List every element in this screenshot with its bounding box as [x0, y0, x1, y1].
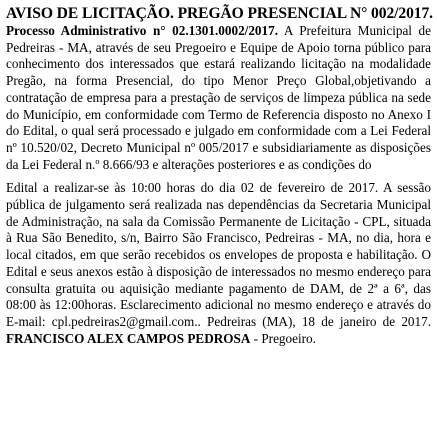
signer-name: FRANCISCO ALEX CAMPOS PEDROSA: [6, 330, 251, 346]
notice-paragraph-2: [6, 180, 431, 347]
notice-body-1: A Prefeitura Municipal de Pedreiras - MA, através de seu Pregoeiro e Equipe de Apoio torna público para conhecimento dos interessados que estará realizando licitação na modalidade Pregão, na forma Presencial, do tipo Menor Preço Global,objetivando a contratação de empresa para a prestação de serviços de limpeza pública na sede do Município, em conformidade com Termo de Referencia disposto no Anexo I do Edital, o qual será processado e julgado em conformidade com a Lei Federal nº 10.520/02, Decreto Municipal nº 005/2017 e subsidiariamente as disposições da Lei Federal n.º 8.666/93 e alterações posteriores e as condições do: [6, 23, 431, 172]
notice-heading: AVISO DE LICITAÇÃO. PREGÃO PRESENCIAL N° 002/2017.: [6, 5, 433, 22]
licitacao-notice: [6, 4, 431, 347]
notice-paragraph-1: [6, 23, 431, 173]
signer-role: - Pregoeiro.: [250, 330, 316, 346]
notice-body-2: Edital a realizar-se às 10:00 horas do dia 02 de fevereiro de 2017. A sessão pública de julgamento será realizada nas dependências da Secretaria Municipal de Administração, na sala da Comissão Permanente de Licitação - CPL, situada à Rua São Benedito, s/n, Bairro São Francisco, Pedreiras - MA, no dia, hora e local citados, em que serão recebidos os envelopes de proposta e habilitação. O Edital e seus anexos estão à disposição de interessados no mesmo endereço para consulta gratuita ou aquisição mediante pagamento de DAM, de 2ª a 6ª, das 08:00 às 12:00horas. Esclarecimento adicional no mesmo endereço e através do E-mail: cpl.pedreiras2@gmail.com.. Pedreiras (MA), 18 de janeiro de 2017.: [6, 180, 431, 329]
process-number: Processo Administrativo n° 02.1301.0002/2017.: [6, 23, 278, 38]
